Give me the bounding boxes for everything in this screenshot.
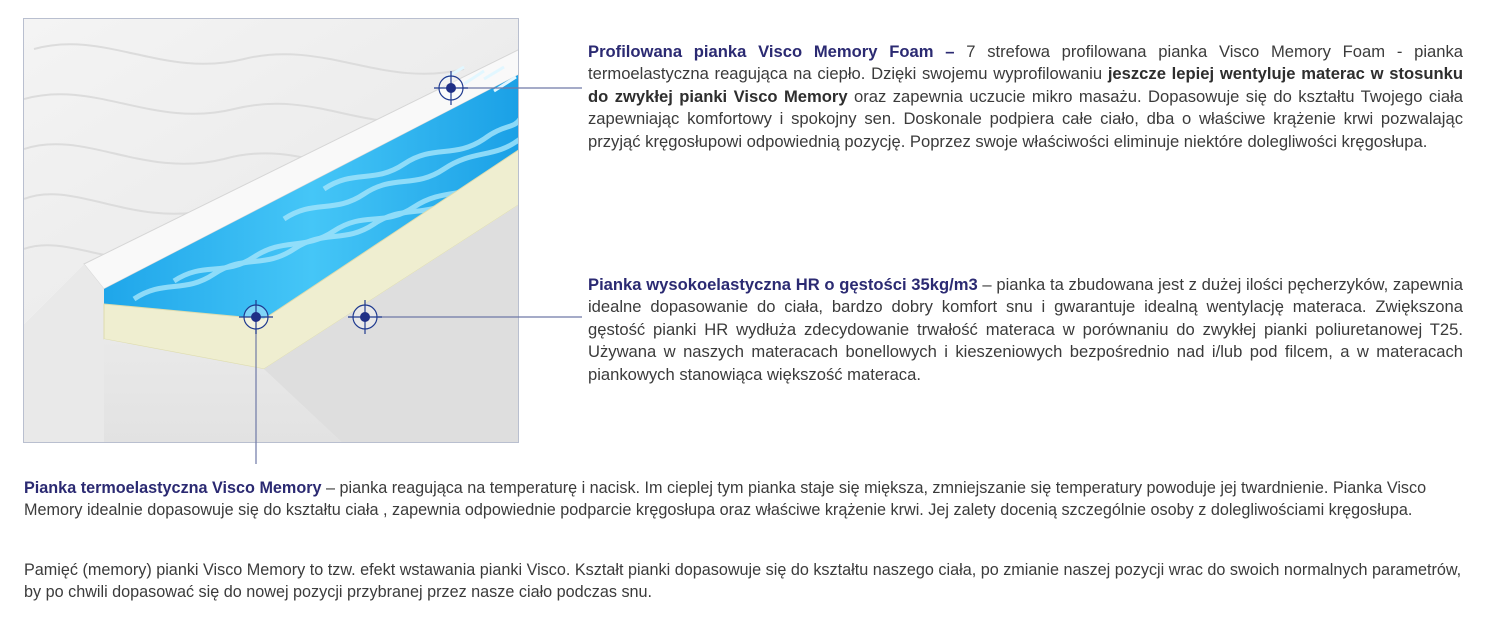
text-memory-effect: Pamięć (memory) pianki Visco Memory to tzw. efekt wstawania pianki Visco. Kształt pianki dopasowuje się do kształtu naszego ciała, po zmianie naszej pozycji wrac do swoich normalnych parametrów, by po chwili dopasować się do nowej pozycji przybranej przez nasze ciało podczas snu. (24, 561, 1462, 601)
description-profilowana-visco (588, 41, 1463, 153)
mattress-cross-section-image (23, 18, 519, 443)
text-hr-foam: – pianka ta zbudowana jest z dużej ilości pęcherzyków, zapewnia idealne dopasowanie do ciała, bardzo dobry komfort snu i gwarantuje idealną wentylację materaca. Zwiększona gęstość pianki HR wydłuża zdecydowanie trwałość materaca w porównaniu do zwykłej pianki poliuretanowej T25. Używana w naszych materacach bonellowych i kieszeniowych bezpośrednio nad i/lub pod filcem, a w materacach piankowych stanowiąca większość materaca. (588, 275, 1464, 384)
description-memory-effect (24, 560, 1480, 603)
heading-profilowana-visco: Profilowana pianka Visco Memory Foam – (588, 42, 955, 61)
text-profilowana-highlight: jeszcze lepiej wentyluje materac w stosunku do zwykłej pianki Visco Memory (588, 64, 1463, 106)
mattress-illustration (24, 19, 519, 443)
heading-hr-foam: Pianka wysokoelastyczna HR o gęstości 35kg/m3 (588, 275, 978, 294)
text-profilowana-part2: oraz zapewnia uczucie mikro masażu. Dopasowuje się do kształtu Twojego ciała zapewniając komfortowy i spokojny sen. Doskonale podpiera całe ciało, dba o właściwe krążenie krwi pozwalając przyjąć kręgosłupowi odpowiednią pozycję. Poprzez swoje właściwości eliminuje niektóre dolegliwości kręgosłupa. (588, 86, 1463, 151)
heading-visco-memory: Pianka termoelastyczna Visco Memory (24, 479, 322, 497)
description-hr-foam (588, 274, 1463, 386)
text-profilowana-part1: 7 strefowa profilowana pianka Visco Memory Foam - pianka termoelastyczna reagująca na ciepło. Dzięki swojemu wyprofilowaniu (588, 42, 1463, 84)
text-visco-memory: – pianka reagująca na temperaturę i nacisk. Im cieplej tym pianka staje się miększa, zmniejszanie się temperatury powoduje jej twardnienie. Pianka Visco Memory idealnie dopasowuje się do kształtu ciała , zapewnia odpowiednie podparcie kręgosłupa oraz właściwe krążenie krwi. Jej zalety docenią szczególnie osoby z dolegliwościami kręgosłupa. (24, 479, 1427, 519)
description-visco-memory (24, 478, 1480, 521)
